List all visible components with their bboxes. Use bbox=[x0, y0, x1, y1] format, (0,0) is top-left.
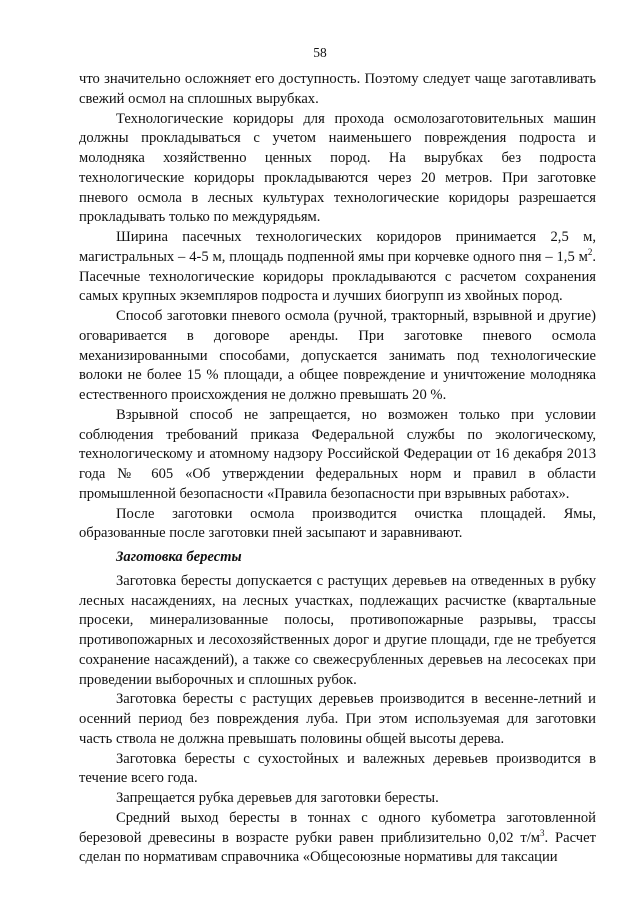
superscript-cube: 3 bbox=[540, 827, 545, 838]
paragraph-continuation: что значительно осложняет его доступность. Поэтому следует чаще заготавливать свежий осмол на сплошных вырубках. bbox=[79, 71, 596, 107]
paragraph-birch-bark-yield-text: Средний выход бересты в тоннах с одного кубометра заготовленной березовой древесины в возрасте рубки равен приблизительно 0,02 т/м bbox=[79, 809, 596, 846]
page-body bbox=[79, 70, 596, 868]
paragraph-birch-bark-season: Заготовка бересты с растущих деревьев производится в весенне-летний и осенний период без повреждения луба. При этом используемая для заготовки часть ствола не должна превышать половины общей высоты дерева. bbox=[79, 691, 596, 747]
paragraph-birch-bark-yield-text-end: . Расчет сделан по нормативам справочника «Общесоюзные нормативы для таксации bbox=[79, 829, 596, 866]
section-heading: Заготовка бересты bbox=[116, 549, 242, 565]
paragraph-explosive-method: Взрывной способ не запрещается, но возможен только при условии соблюдения требований приказа Федеральной службы по экологическому, технологическому и атомному надзору Российской Федерации от 16 декабря 2013 года № 605 «Об утверждении федеральных норм и правил в области промышленной безопасности «Правила безопасности при взрывных работах». bbox=[79, 406, 596, 502]
paragraph-corridor-width-text: Ширина пасечных технологических коридоров принимается 2,5 м, магистральных – 4-5 м, площадь подпенной ямы при корчевке одного пня – 1,5 м bbox=[79, 229, 596, 265]
paragraph-birch-bark-prohibition: Запрещается рубка деревьев для заготовки бересты. bbox=[116, 790, 439, 806]
paragraph-birch-bark-yield bbox=[79, 809, 596, 868]
paragraph-harvest-method: Способ заготовки пневого осмола (ручной, тракторный, взрывной и другие) оговаривается в договоре аренды. При заготовке пневого осмола механизированными способами, допускается занимать под технологические волоки не более 15 % площади, а общее повреждение и уничтожение молодняка естественного происхождения не должно превышать 20 %. bbox=[79, 308, 596, 403]
page-number: 58 bbox=[313, 45, 327, 60]
paragraph-birch-bark-deadwood: Заготовка бересты с сухостойных и валежных деревьев производится в течение всего года. bbox=[79, 750, 596, 787]
paragraph-technological-corridors: Технологические коридоры для прохода осмолозаготовительных машин должны прокладываться с учетом наименьшего повреждения подроста и молодняка хозяйственно ценных пород. На вырубках без подроста технологические коридоры прокладываются через 20 метров. При заготовке пневого осмола в лесных культурах технологические коридоры разрешается прокладывать только по междурядьям. bbox=[79, 110, 596, 226]
paragraph-corridor-width-text-end: . Пасечные технологические коридоры прокладываются с расчетом сохранения самых крупных экземпляров подроста и лучших биогрупп из хвойных пород. bbox=[79, 248, 596, 305]
paragraph-birch-bark-allowed: Заготовка бересты допускается с растущих деревьев на отведенных в рубку лесных насаждениях, на лесных участках, подлежащих расчистке (квартальные просеки, минерализованные полосы, противопожарные разрывы, трассы противопожарных и лесохозяйственных дорог и другие площади, где не требуется сохранение насаждений), а также со свежесрубленных деревьев на лесосеках при проведении выборочных и сплошных рубок. bbox=[79, 572, 596, 688]
paragraph-corridor-width bbox=[79, 228, 596, 307]
paragraph-site-cleanup: После заготовки осмола производится очистка площадей. Ямы, образованные после заготовки пней засыпают и заравнивают. bbox=[79, 505, 596, 542]
superscript-square: 2 bbox=[587, 246, 593, 257]
